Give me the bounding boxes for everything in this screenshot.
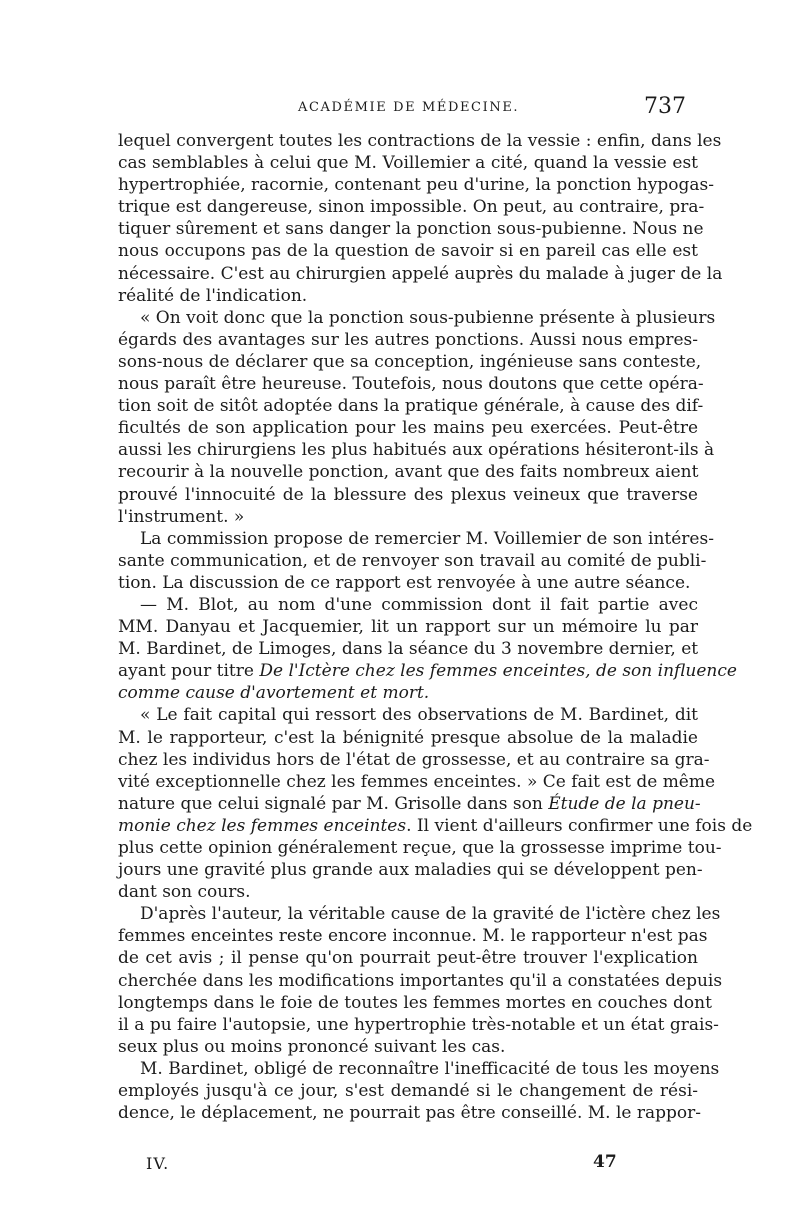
text-line: M. Bardinet, de Limoges, dans la séance du 3 novembre dernier, et — [118, 639, 699, 660]
page-number: 737 — [644, 94, 686, 119]
text-line: nécessaire. C'est au chirurgien appelé auprès du malade à juger de la — [118, 263, 723, 284]
page-header — [0, 94, 800, 124]
page-footer — [0, 1150, 800, 1180]
text-line: cas semblables à celui que M. Voillemier a cité, quand la vessie est — [118, 153, 698, 174]
text-line: l'instrument. » — [118, 506, 245, 527]
text-line: femmes enceintes reste encore inconnue. M. le rapporteur n'est pas — [118, 926, 708, 947]
text-line: plus cette opinion généralement reçue, que la grossesse imprime tou- — [118, 838, 722, 858]
text-line: tion. La discussion de ce rapport est renvoyée à une autre séance. — [118, 572, 691, 593]
text-line: égards des avantages sur les autres ponctions. Aussi nous empres- — [118, 329, 698, 350]
work-title-continued: monie chez les femmes enceintes — [118, 815, 407, 836]
text-line: dant son cours. — [118, 882, 251, 903]
running-title: ACADÉMIE DE MÉDECINE. — [298, 100, 520, 115]
text-line: cherchée dans les modifications importantes qu'il a constatées depuis — [118, 970, 723, 991]
text-line: nous paraît être heureuse. Toutefois, nous doutons que cette opéra- — [118, 374, 704, 395]
paragraph — [118, 594, 737, 704]
text-segment: . Il vient d'ailleurs confirmer une fois de — [406, 815, 753, 836]
text-line: prouvé l'innocuité de la blessure des plexus veineux que traverse — [118, 484, 698, 505]
text-line: La commission propose de remercier M. Voillemier de son intéres- — [140, 528, 714, 549]
text-line: sons-nous de déclarer que sa conception, ingénieuse sans conteste, — [118, 351, 702, 372]
signature-mark: IV. — [146, 1154, 170, 1173]
text-line: chez les individus hors de l'état de grossesse, et au contraire sa gra- — [118, 749, 710, 770]
signature-number: 47 — [593, 1152, 617, 1172]
text-line: longtemps dans le foie de toutes les femmes mortes en couches dont — [118, 992, 712, 1013]
text-line: MM. Danyau et Jacquemier, lit un rapport sur un mémoire lu par — [118, 617, 698, 638]
text-line: ficultés de son application pour les mains peu exercées. Peut-être — [118, 418, 698, 439]
paragraph — [118, 130, 723, 307]
text-line: tion soit de sitôt adoptée dans la pratique générale, à cause des dif- — [118, 396, 704, 417]
text-line: sante communication, et de renvoyer son travail au comité de publi- — [118, 550, 707, 571]
text-line: seux plus ou moins prononcé suivant les cas. — [118, 1036, 506, 1057]
memoir-title: De l'Ictère chez les femmes enceintes, de son influence — [259, 661, 737, 682]
paragraph — [118, 528, 714, 594]
text-line: M. Bardinet, obligé de reconnaître l'inefficacité de tous les moyens — [140, 1058, 720, 1079]
text-line: jours une gravité plus grande aux maladies qui se développent pen- — [118, 860, 703, 881]
paragraph — [118, 1058, 720, 1124]
text-line: « On voit donc que la ponction sous-pubienne présente à plusieurs — [140, 307, 716, 328]
text-line — [118, 660, 737, 682]
text-line: M. le rapporteur, c'est la bénignité presque absolue de la maladie — [118, 727, 698, 748]
text-line: il a pu faire l'autopsie, une hypertrophie très-notable et un état grais- — [118, 1014, 719, 1035]
body-text — [118, 130, 753, 1124]
text-line: réalité de l'indication. — [118, 285, 308, 306]
text-line — [118, 815, 753, 837]
text-line: tiquer sûrement et sans danger la ponction sous-pubienne. Nous ne — [118, 219, 704, 240]
text-line — [118, 793, 701, 815]
text-line: « Le fait capital qui ressort des observations de M. Bardinet, dit — [140, 705, 698, 726]
paragraph — [118, 704, 753, 903]
text-line: dence, le déplacement, ne pourrait pas être conseillé. M. le rappor- — [118, 1103, 702, 1124]
text-line: trique est dangereuse, sinon impossible. On peut, au contraire, pra- — [118, 197, 705, 218]
paragraph — [118, 903, 723, 1058]
text-line: comme cause d'avortement et mort. — [118, 683, 430, 704]
text-line: lequel convergent toutes les contractions de la vessie : enfin, dans les — [118, 131, 722, 151]
text-line: — M. Blot, au nom d'une commission dont il fait partie avec — [140, 594, 698, 615]
text-line: recourir à la nouvelle ponction, avant que des faits nombreux aient — [118, 462, 699, 483]
text-line: vité exceptionnelle chez les femmes enceintes. » Ce fait est de même — [118, 771, 716, 792]
text-segment: nature que celui signalé par M. Grisolle dans son — [118, 793, 549, 814]
paragraph — [118, 307, 716, 528]
text-line: hypertrophiée, racornie, contenant peu d'urine, la ponction hypogas- — [118, 175, 715, 196]
text-line: de cet avis ; il pense qu'on pourrait peut-être trouver l'explication — [118, 948, 698, 969]
text-line: nous occupons pas de la question de savoir si en pareil cas elle est — [118, 241, 698, 262]
text-segment: ayant pour titre — [118, 661, 260, 682]
text-line: employés jusqu'à ce jour, s'est demandé si le changement de rési- — [118, 1081, 698, 1102]
text-line: aussi les chirurgiens les plus habitués aux opérations hésiteront-ils à — [118, 440, 715, 461]
work-title: Étude de la pneu- — [548, 793, 701, 814]
text-line: D'après l'auteur, la véritable cause de la gravité de l'ictère chez les — [140, 904, 721, 925]
